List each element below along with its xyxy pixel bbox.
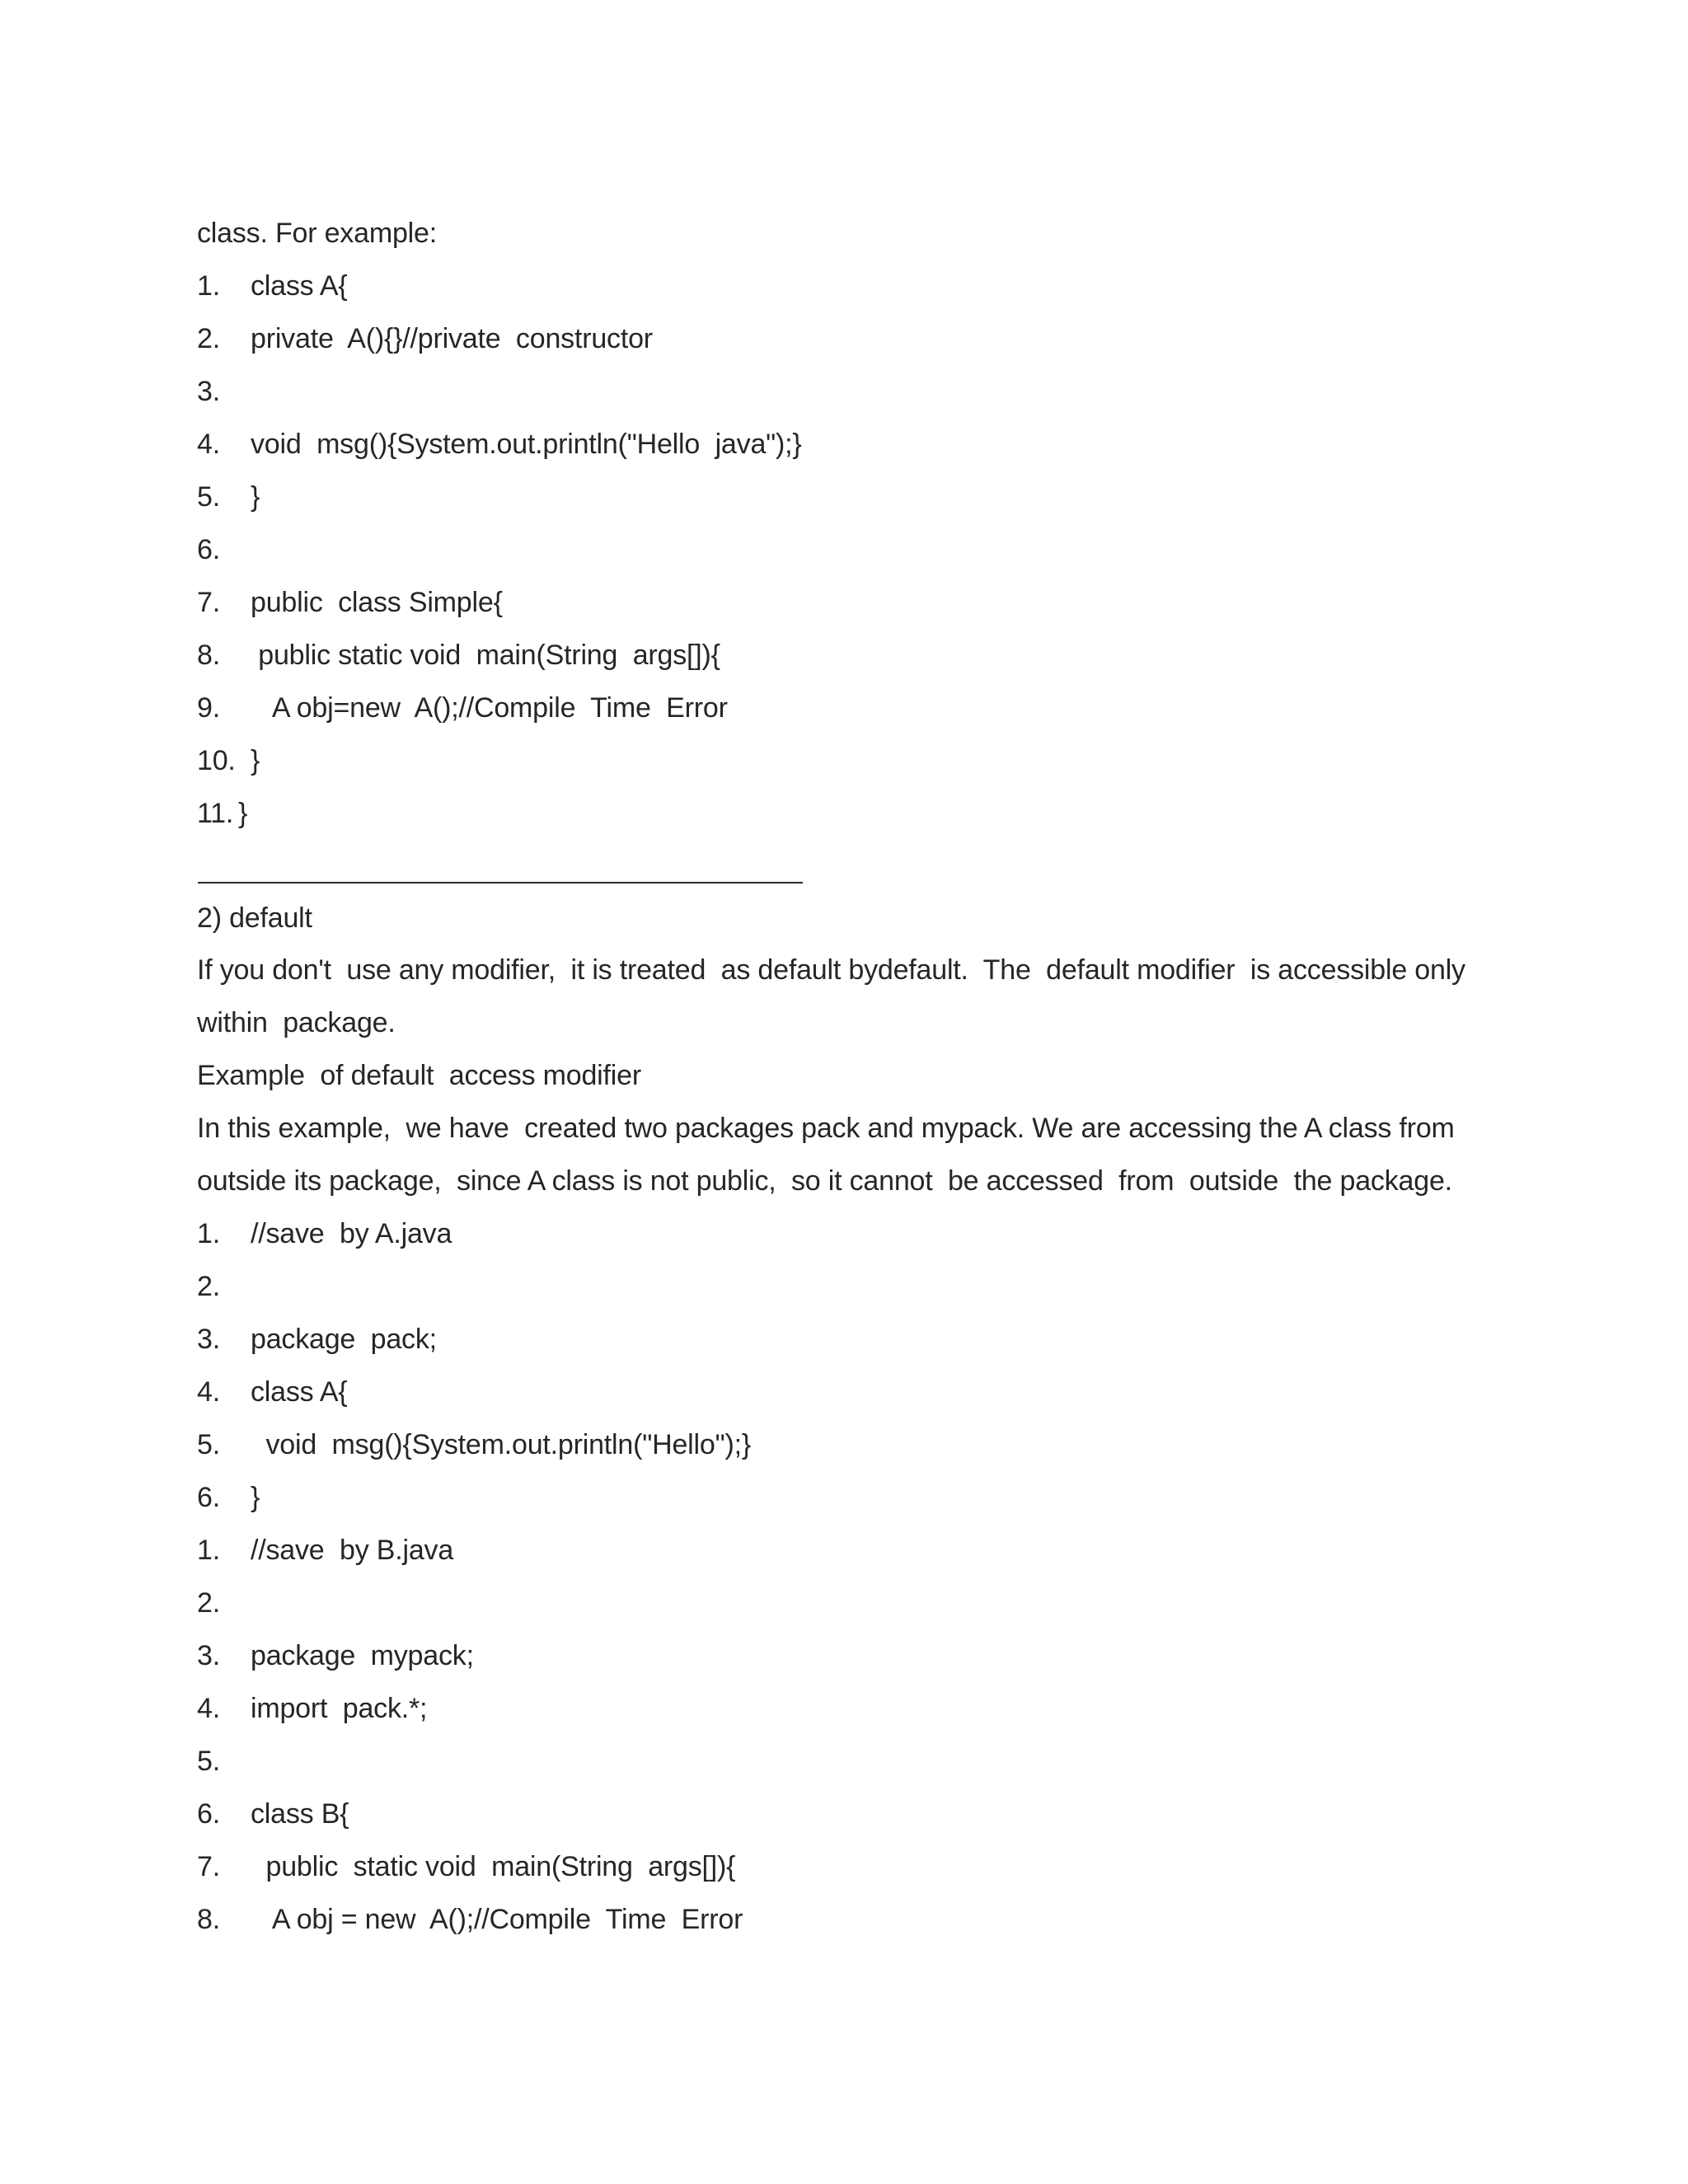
line-number: 3. [197, 1640, 220, 1671]
code-text: } [238, 798, 248, 829]
line-number: 5. [197, 1429, 220, 1460]
paragraph-line: within package. [197, 1007, 396, 1038]
line-number: 1. [197, 1218, 220, 1249]
example-heading: Example of default access modifier [197, 1060, 641, 1091]
code-text: public static void main(String args[]){ [251, 1851, 736, 1882]
code-text: class A{ [251, 1376, 348, 1408]
paragraph-line: In this example, we have created two packages pack and mypack. We are accessing the A class from [197, 1113, 1455, 1144]
line-number: 8. [197, 640, 220, 671]
code-line [197, 798, 248, 883]
line-number: 10. [197, 745, 236, 776]
line-number: 11. [197, 798, 234, 829]
line-number: 2. [197, 323, 220, 354]
line-number: 5. [197, 481, 220, 513]
line-number: 6. [197, 534, 220, 565]
code-text: class B{ [251, 1798, 349, 1830]
paragraph-line: outside its package, since A class is not public, so it cannot be accessed from outside the package. [197, 1165, 1452, 1197]
line-number: 3. [197, 1324, 220, 1355]
line-number: 4. [197, 1693, 220, 1724]
code-text: A obj = new A();//Compile Time Error [251, 1904, 743, 1935]
code-text: public static void main(String args[]){ [251, 640, 720, 671]
code-text: A obj=new A();//Compile Time Error [251, 692, 728, 724]
code-text: import pack.*; [251, 1693, 428, 1724]
code-text: void msg(){System.out.println("Hello");} [251, 1429, 751, 1460]
line-number: 3. [197, 376, 220, 407]
code-text: } [251, 1482, 260, 1513]
line-number: 1. [197, 1535, 220, 1566]
line-number: 9. [197, 692, 220, 724]
line-number: 6. [197, 1482, 220, 1513]
horizontal-rule [198, 882, 803, 883]
code-text: //save by B.java [251, 1535, 454, 1566]
line-number: 4. [197, 1376, 220, 1408]
line-number: 5. [197, 1746, 220, 1777]
code-text: package pack; [251, 1324, 437, 1355]
line-number: 6. [197, 1798, 220, 1830]
line-number: 7. [197, 587, 220, 618]
line-number: 8. [197, 1904, 220, 1935]
line-number: 1. [197, 270, 220, 302]
code-text: package mypack; [251, 1640, 474, 1671]
code-text: void msg(){System.out.println("Hello java");} [251, 429, 802, 460]
code-line [197, 1904, 743, 1990]
line-number: 7. [197, 1851, 220, 1882]
line-number: 4. [197, 429, 220, 460]
intro-text: class. For example: [197, 218, 437, 249]
code-text: class A{ [251, 270, 348, 302]
line-number: 2. [197, 1587, 220, 1619]
section-heading: 2) default [197, 902, 312, 934]
code-text: public class Simple{ [251, 587, 503, 618]
code-text: //save by A.java [251, 1218, 452, 1249]
paragraph-line: If you don't use any modifier, it is treated as default bydefault. The default modifier is accessible only [197, 954, 1465, 986]
code-text: } [251, 745, 260, 776]
line-number: 2. [197, 1271, 220, 1302]
code-text: } [251, 481, 260, 513]
code-text: private A(){}//private constructor [251, 323, 653, 354]
